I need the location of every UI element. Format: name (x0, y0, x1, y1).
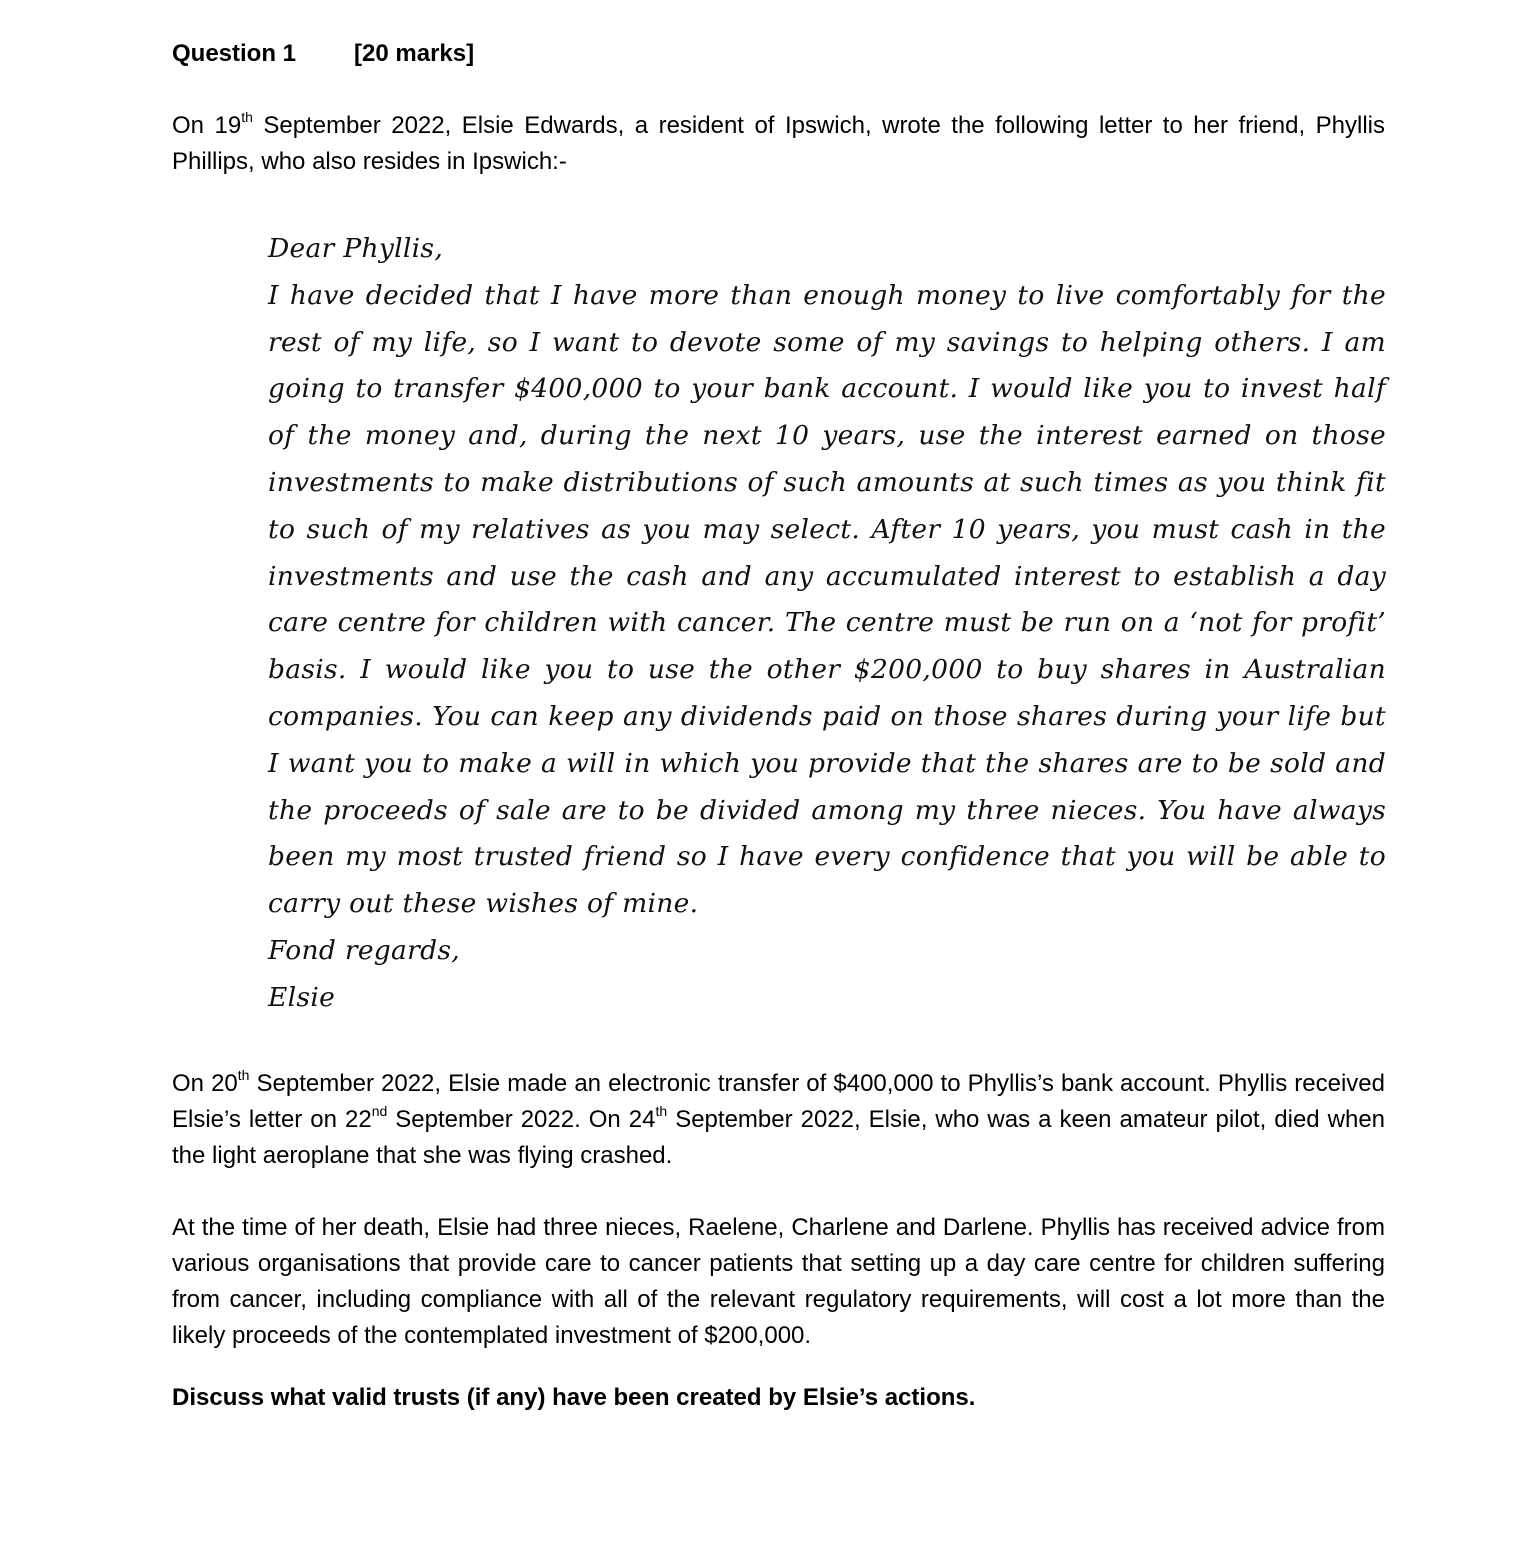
letter-closing: Fond regards, (268, 934, 461, 966)
transfer-ordinal-1: th (237, 1066, 250, 1083)
letter-salutation: Dear Phyllis, (268, 233, 444, 264)
discussion-prompt: Discuss what valid trusts (if any) have been created by Elsie’s actions. (172, 1383, 976, 1411)
transfer-ordinal-2: nd (371, 1102, 388, 1119)
question-marks: [20 marks] (354, 40, 475, 67)
transfer-text-3: September 2022. On 24 (387, 1105, 656, 1133)
question-heading (172, 36, 1385, 72)
transfer-text-4: September 2022, Elsie, who was a keen amateur pilot, died when the light aeroplane that she was flying crashed. (172, 1105, 1386, 1169)
question-title: Question 1 (172, 40, 297, 67)
intro-ordinal-suffix: th (241, 109, 253, 125)
intro-paragraph (172, 108, 1385, 180)
nieces-paragraph: At the time of her death, Elsie had three nieces, Raelene, Charlene and Darlene. Phyllis has received advice from various organisations that provide care to cancer patients that setting up a day care centre for children suffering from cancer, including compliance with all of the relevant regulatory requirements, will cost a lot more than the likely proceeds of the contemplated investment of $200,000. (172, 1213, 1385, 1349)
transfer-paragraph (172, 1066, 1385, 1174)
handwritten-letter (268, 226, 1386, 1022)
transfer-ordinal-3: th (655, 1102, 668, 1119)
transfer-text-2: September 2022, Elsie made an electronic transfer of $400,000 to Phyllis’s bank account. Phyllis received Elsie’s letter on 22 (172, 1069, 1385, 1133)
letter-body: I have decided that I have more than enough money to live comfortably for the rest of my life, so I want to devote some of my savings to helping others. I am going to transfer $400,000 to your bank account. I would like you to invest half of the money and, during the next 10 years, use the interest earned on those investments to make distributions of such amounts at such times as you think fit to such of my relatives as you may select. After 10 years, you must cash in the investments and use the cash and any accumulated interest to establish a day care centre for children with cancer. The centre must be run on a ‘not for profit’ basis. I would like you to use the other $200,000 to buy shares in Australian companies. You can keep any dividends paid on those shares during your life but I want you to make a will in which you provide that the shares are to be sold and the proceeds of sale are to be divided among my three nieces. You have always been my most trusted friend so I have every confidence that you will be able to carry out these wishes of mine. (268, 279, 1386, 920)
intro-text-1: On 19 (172, 112, 242, 139)
intro-text-2: September 2022, Elsie Edwards, a resident of Ipswich, wrote the following letter to her friend, Phyllis Phillips, who also resides in Ipswich:- (172, 112, 1385, 175)
transfer-text-1: On 20 (172, 1069, 238, 1097)
exam-page (172, 36, 1385, 1416)
letter-signature: Elsie (268, 981, 336, 1013)
